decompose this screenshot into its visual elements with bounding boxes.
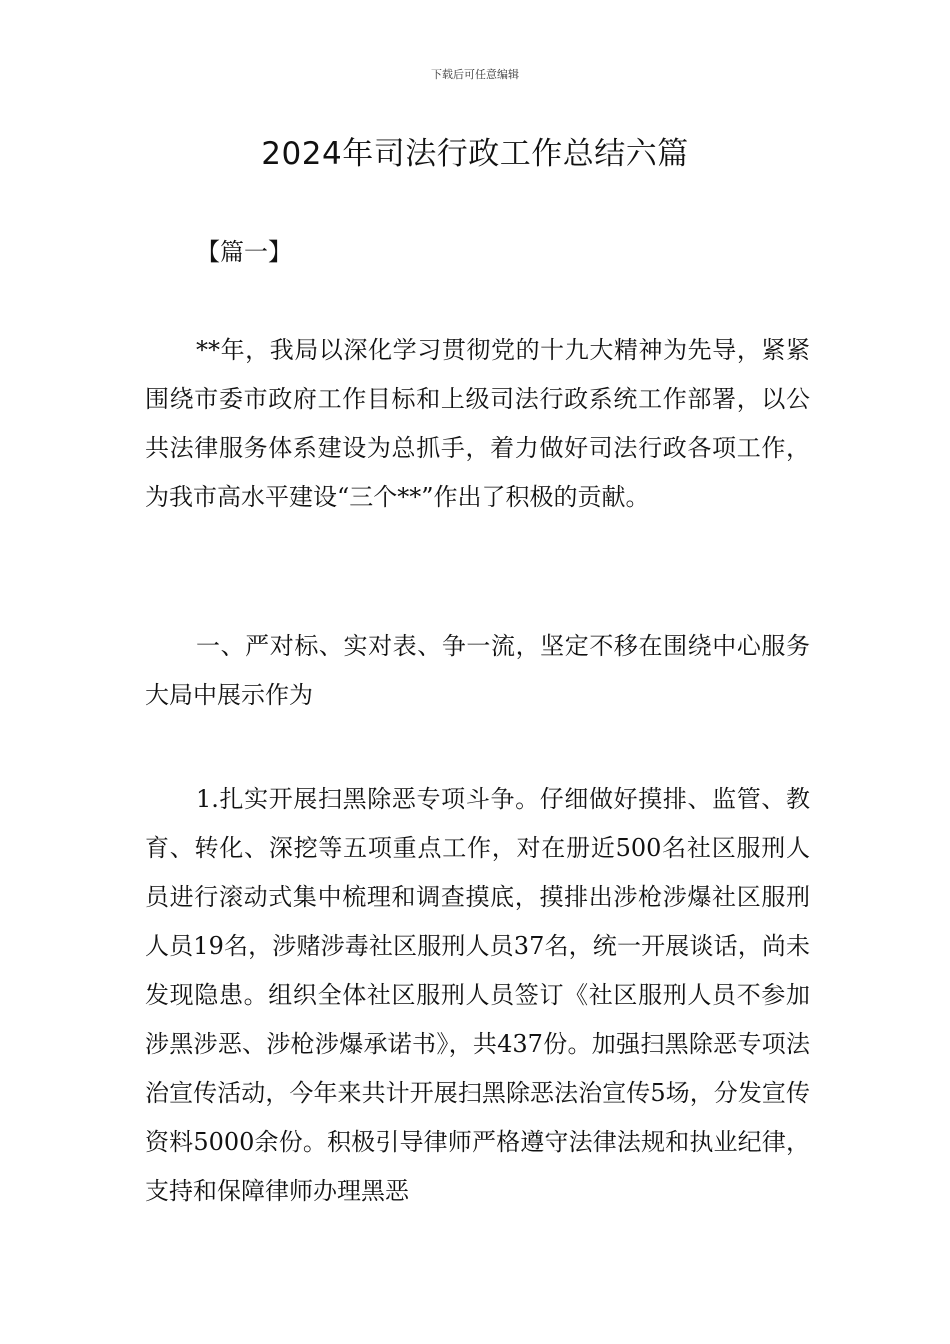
paragraph-intro: **年，我局以深化学习贯彻党的十九大精神为先导，紧紧围绕市委市政府工作目标和上级司法行政系统工作部署，以公共法律服务体系建设为总抓手，着力做好司法行政各项工作，为我市高水平建设“三个**”作出了积极的贡献。 [145, 336, 810, 511]
paragraph-item-one: 1.扎实开展扫黑除恶专项斗争。仔细做好摸排、监管、教育、转化、深挖等五项重点工作，对在册近500名社区服刑人员进行滚动式集中梳理和调查摸底，摸排出涉枪涉爆社区服刑人员19名，涉赌涉毒社区服刑人员37名，统一开展谈话，尚未发现隐患。组织全体社区服刑人员签订《社区服刑人员不参加涉黑涉恶、涉枪涉爆承诺书》，共437份。加强扫黑除恶专项法治宣传活动，今年来共计开展扫黑除恶法治宣传5场，分发宣传资料5000余份。积极引导律师严格遵守法律法规和执业纪律，支持和保障律师办理黑恶 [145, 785, 810, 1205]
page-header-note: 下载后可任意编辑 [431, 68, 519, 81]
document-title: 2024年司法行政工作总结六篇 [261, 136, 689, 172]
paragraph-heading-one: 一、严对标、实对表、争一流，坚定不移在围绕中心服务大局中展示作为 [145, 632, 810, 709]
section-label: 【篇一】 [196, 238, 292, 266]
